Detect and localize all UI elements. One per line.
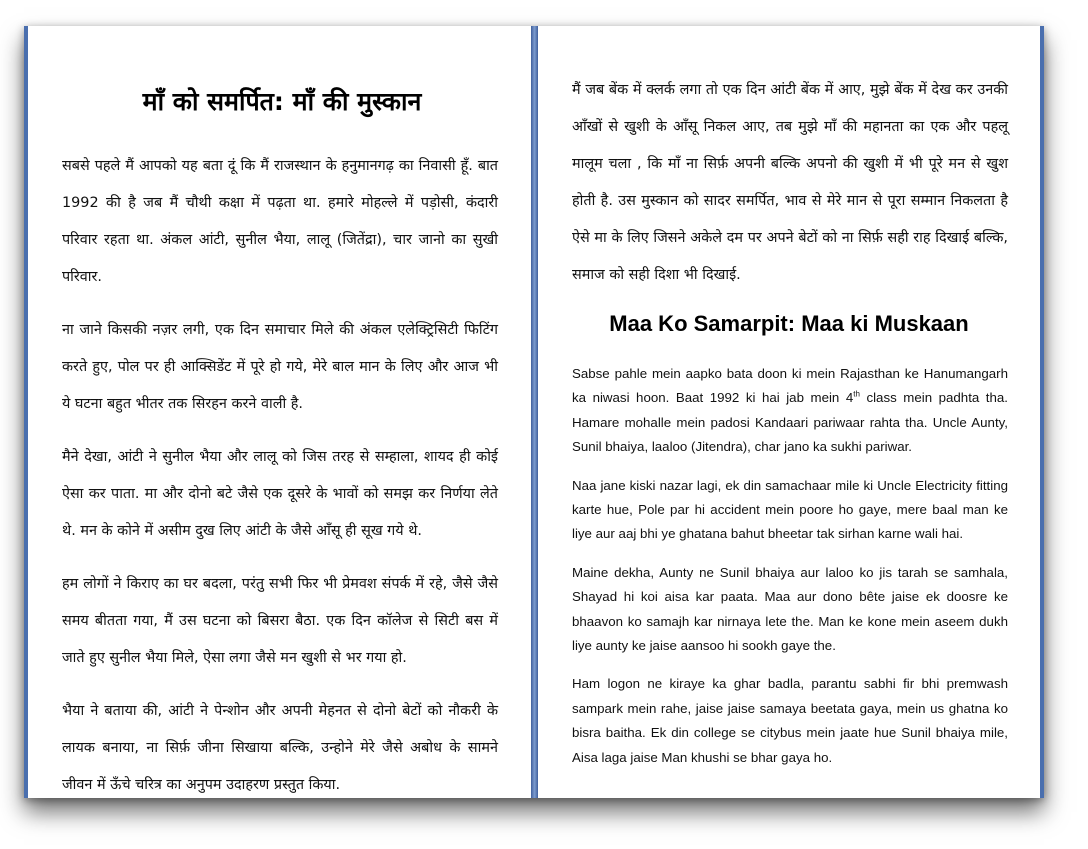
right-page-english-body: [572, 362, 1008, 784]
paragraph: [572, 362, 1008, 460]
paragraph: सबसे पहले मैं आपको यह बता दूं कि मैं राजस्थान के हनुमानगढ़ का निवासी हूँ. बात 1992 की है जब मैं चौथी कक्षा में पढ़ता था. हमारे मोहल्ले में पड़ोसी, कंदारी परिवार रहता था. अंकल आंटी, सुनील भैया, लालू (जितेंद्रा), चार जानो का सुखी परिवार.: [62, 158, 498, 285]
left-page-body: [62, 148, 498, 798]
paragraph: मैं जब बेंक में क्लर्क लगा तो एक दिन आंटी बेंक में आए, मुझे बेंक में देख कर उनकी आँखों से खुशी के आँसू निकल आए, तब मुझे माँ की महानता का एक और पहलू मालूम चला , कि माँ ना सिर्फ़ अपनी बल्कि अपनो की खुशी में भी पूरे मन से खुश होती है. उस मुस्कान को सादर समर्पित, भाव से मेरे मान से पूरा सम्मान निकलता है ऐसे मा के लिए जिसने अकेले दम पर अपने बेटों को ना सिर्फ़ सही राह दिखाई बल्कि, समाज को सही दिशा भी दिखाई.: [572, 82, 1008, 283]
paragraph: भैया ने बताया की, आंटी ने पेन्शोन और अपनी मेहनत से दोनो बेटों को नौकरी के लायक बनाया, ना सिर्फ़ जीना सिखाया बल्कि, उन्होने मेरे जैसे अबोध के सामने जीवन में ऊँचे चरित्र का अनुपम उदाहरण प्रस्तुत किया.: [62, 703, 498, 793]
right-page: [538, 26, 1044, 798]
hindi-title: माँ को समर्पित: माँ की मुस्कान: [142, 87, 422, 116]
paragraph: Maine dekha, Aunty ne Sunil bhaiya aur laloo ko jis tarah se samhala, Shayad hi koi aisa kar paata. Maa aur dono bête jaise ek doosre ke bhaavon ko samajh kar nirnaya lete the. Man ke kone mein aseem dukh liye aunty ke jaise aansoo hi sookh gaye the.: [572, 564, 1008, 654]
paragraph: मैने देखा, आंटी ने सुनील भैया और लालू को जिस तरह से सम्हाला, शायद ही कोई ऐसा कर पाता. मा और दोनो बटे जैसे एक दूसरे के भावों को समझ कर निर्णया लेते थे. मन के कोने में असीम दुख लिए आंटी के जैसे आँसू ही सूख गये थे.: [62, 449, 498, 539]
right-page-hindi-body: [572, 72, 1008, 310]
english-title: Maa Ko Samarpit: Maa ki Muskaan: [609, 311, 969, 336]
paragraph: हम लोगों ने किराए का घर बदला, परंतु सभी फिर भी प्रेमवश संपर्क में रहे, जैसे जैसे समय बीतता गया, मैं उस घटना को बिसरा बैठा. एक दिन कॉलेज से सिटी बस में जाते हुए सुनील भैया मिले, ऐसा लगा जैसे मन खुशी से भर गया हो.: [62, 576, 498, 666]
left-page: [24, 26, 536, 798]
paragraph: Naa jane kiski nazar lagi, ek din samachaar mile ki Uncle Electricity fitting karte hue, Pole par hi accident mein poore ho gaye, mere baal man ke liye aur aaj bhi ye ghatana bahut bheetar tak sirhan karne wali hai.: [572, 477, 1008, 542]
paragraph-text: class mein padhta tha. Hamare mohalle mein padosi Kandaari pariwaar rahta tha. Uncle Aunty, Sunil bhaiya, laaloo (Jitendra), char jano ka sukhi pariwar.: [572, 390, 1008, 455]
paragraph-text: Sabse pahle mein aapko bata doon ki mein Rajasthan ke Hanumangarh ka niwasi hoon. Baat 1992 ki hai jab mein 4: [572, 366, 1008, 406]
ordinal-suffix: th: [853, 389, 860, 399]
book-spread: [24, 26, 1044, 798]
paragraph: ना जाने किसकी नज़र लगी, एक दिन समाचार मिले की अंकल एलेक्ट्रिसिटी फिटिंग करते हुए, पोल पर ही आक्सिडेंट में पूरे हो गये, मेरे बाल मान के लिए और आज भी ये घटना बहुत भीतर तक सिरहन करने वाली है.: [62, 322, 498, 412]
paragraph: Ham logon ne kiraye ka ghar badla, parantu sabhi fir bhi premwash sampark mein rahe, jaise jaise samaya beetata gaya, mein us ghatna ko bisra baitha. Ek din college se citybus mein jaate hue Sunil bhaiya mile, Aisa laga jaise Man khushi se bhar gaya ho.: [572, 676, 1008, 765]
book-gutter: [531, 26, 538, 798]
